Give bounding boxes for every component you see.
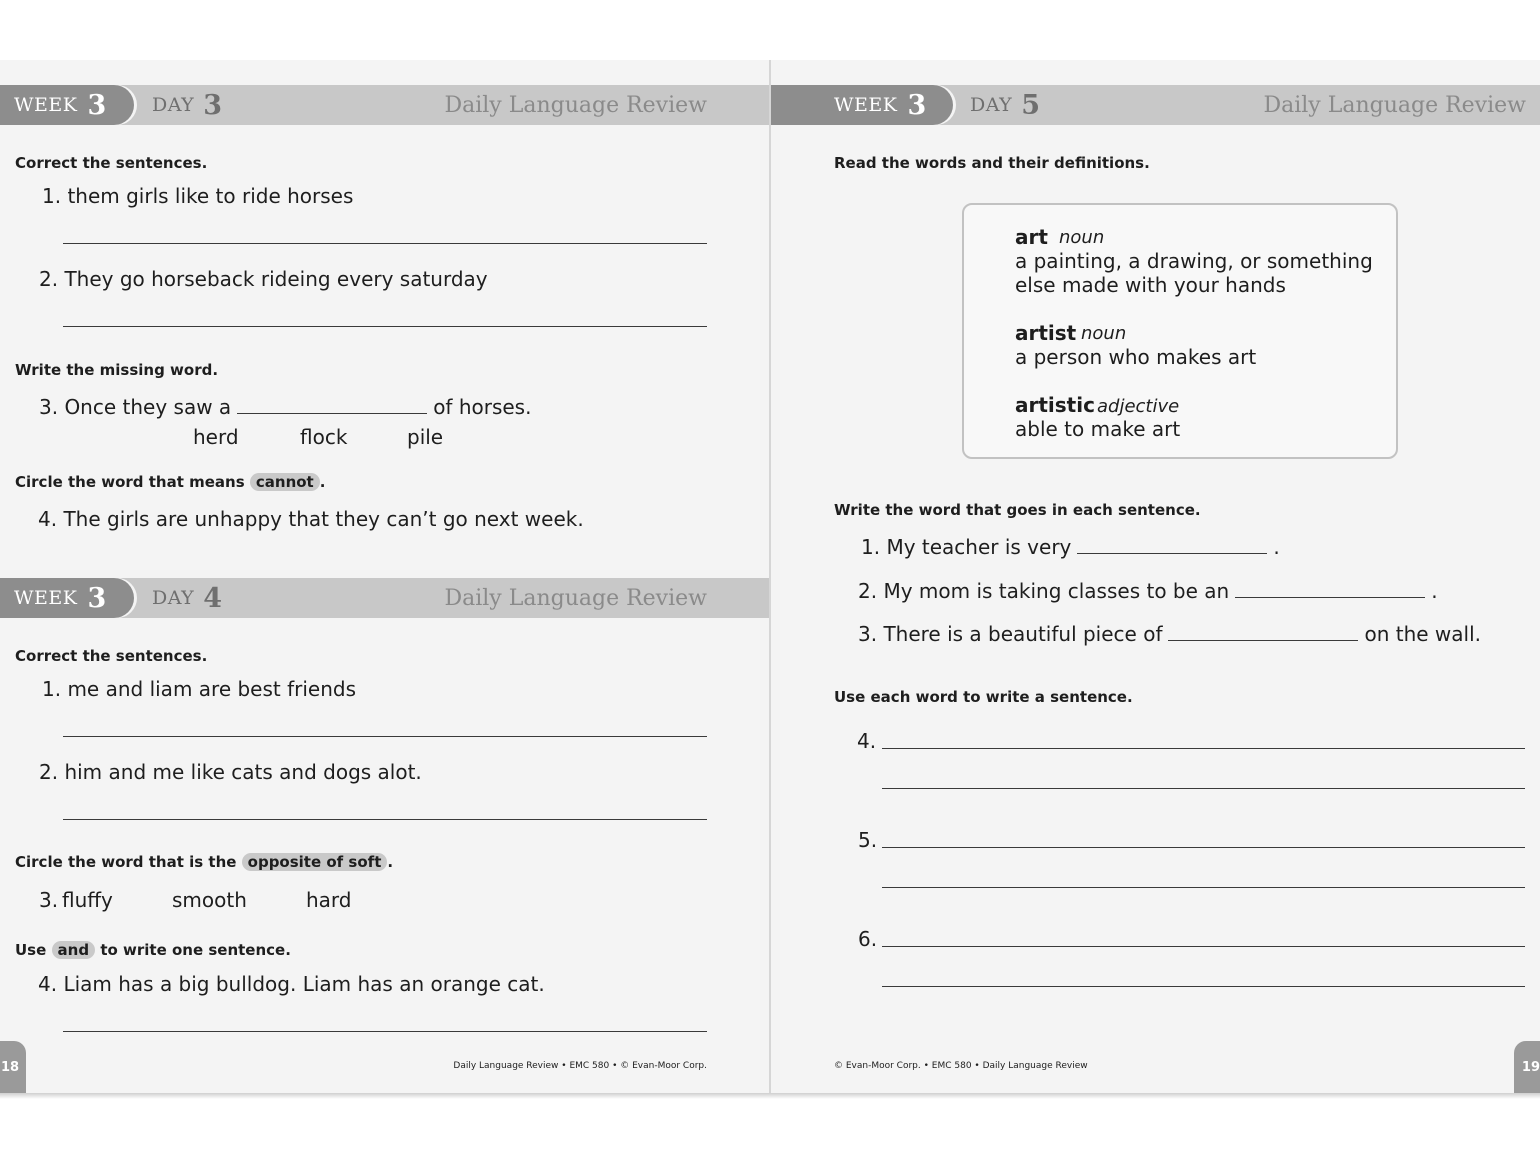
question-2: 2. They go horseback rideing every saturday xyxy=(39,267,488,291)
week-label: WEEK xyxy=(834,94,898,116)
definition-term: artist xyxy=(1015,321,1077,345)
question-3-label: 3. xyxy=(39,888,59,912)
question-3-text-end: of horses. xyxy=(433,395,532,419)
question-3 xyxy=(858,622,1481,646)
question-text-end: on the wall. xyxy=(1364,622,1482,646)
instruction-circle-cannot xyxy=(15,473,325,491)
question-1: 1. me and liam are best friends xyxy=(42,677,357,701)
instruction-correct: Correct the sentences. xyxy=(15,647,208,665)
left-page xyxy=(0,60,769,1093)
question-4-label: 4. xyxy=(857,729,877,753)
instruction-text: Use xyxy=(15,941,47,959)
fill-blank[interactable] xyxy=(237,397,427,414)
answer-line[interactable] xyxy=(882,788,1525,789)
header-title: Daily Language Review xyxy=(1263,92,1526,118)
question-5-label: 5. xyxy=(858,828,878,852)
instruction-text-end: . xyxy=(387,853,394,871)
highlight-word: opposite of soft xyxy=(242,853,388,871)
answer-line[interactable] xyxy=(63,736,707,737)
day-label: DAY xyxy=(152,94,195,116)
definition-term: art xyxy=(1015,225,1048,249)
instruction-text: Circle the word that means xyxy=(15,473,245,491)
answer-line[interactable] xyxy=(63,326,707,327)
part-of-speech: noun xyxy=(1081,323,1127,344)
day-label: DAY xyxy=(152,587,195,609)
day-tab xyxy=(970,85,1040,125)
question-1 xyxy=(861,535,1280,559)
question-2: 2. him and me like cats and dogs alot. xyxy=(39,760,422,784)
definition-text: else made with your hands xyxy=(1015,273,1286,297)
answer-line[interactable] xyxy=(63,243,707,244)
instruction-circle-opposite xyxy=(15,853,393,871)
part-of-speech: noun xyxy=(1059,227,1105,248)
week-tab xyxy=(0,578,134,618)
header-title: Daily Language Review xyxy=(444,585,707,611)
week-number: 3 xyxy=(907,89,927,121)
fill-blank[interactable] xyxy=(1235,581,1425,598)
question-2 xyxy=(858,579,1438,603)
instruction-use-and xyxy=(15,941,291,959)
definition-text: a person who makes art xyxy=(1015,345,1257,369)
instruction-missing-word: Write the missing word. xyxy=(15,361,219,379)
answer-line[interactable] xyxy=(63,1031,707,1032)
fill-blank[interactable] xyxy=(1168,624,1358,641)
fill-blank[interactable] xyxy=(1077,537,1267,554)
answer-line[interactable] xyxy=(882,986,1525,987)
question-text: 2. My mom is taking classes to be an xyxy=(858,579,1230,603)
week-number: 3 xyxy=(87,89,107,121)
answer-line[interactable] xyxy=(882,748,1525,749)
day-tab xyxy=(152,578,222,618)
word-option[interactable]: herd xyxy=(193,425,239,449)
week-label: WEEK xyxy=(14,94,78,116)
definition-text: able to make art xyxy=(1015,417,1181,441)
instruction-write-sentence: Use each word to write a sentence. xyxy=(834,688,1133,706)
answer-line[interactable] xyxy=(63,819,707,820)
definitions-box xyxy=(962,203,1398,459)
word-option[interactable]: hard xyxy=(306,888,352,912)
question-4[interactable]: 4. The girls are unhappy that they can’t go next week. xyxy=(38,507,584,531)
instruction-fill-sentence: Write the word that goes in each sentence. xyxy=(834,501,1201,519)
question-text: 3. There is a beautiful piece of xyxy=(858,622,1163,646)
question-4: 4. Liam has a big bulldog. Liam has an orange cat. xyxy=(38,972,545,996)
instruction-text-end: . xyxy=(319,473,326,491)
question-3-text: 3. Once they saw a xyxy=(39,395,232,419)
highlight-word: and xyxy=(52,941,96,959)
highlight-word: cannot xyxy=(250,473,320,491)
page-number: 18 xyxy=(0,1041,26,1093)
definition-text: a painting, a drawing, or something xyxy=(1015,249,1373,273)
day4-header xyxy=(0,578,769,618)
instruction-correct: Correct the sentences. xyxy=(15,154,208,172)
week-tab xyxy=(771,85,953,125)
footer-credit: Daily Language Review • EMC 580 • © Evan-Moor Corp. xyxy=(453,1061,707,1071)
answer-line[interactable] xyxy=(882,887,1525,888)
question-text-end: . xyxy=(1273,535,1280,559)
part-of-speech: adjective xyxy=(1097,396,1180,417)
right-page xyxy=(771,60,1540,1093)
page-number: 19 xyxy=(1514,1041,1540,1093)
day-number: 3 xyxy=(203,89,223,121)
day-label: DAY xyxy=(970,94,1013,116)
definition-term: artistic xyxy=(1015,393,1095,417)
day-number: 4 xyxy=(203,582,223,614)
word-option[interactable]: fluffy xyxy=(62,888,113,912)
answer-line[interactable] xyxy=(882,946,1525,947)
question-text-end: . xyxy=(1431,579,1438,603)
word-option[interactable]: flock xyxy=(300,425,348,449)
question-6-label: 6. xyxy=(858,927,878,951)
day-tab xyxy=(152,85,222,125)
week-number: 3 xyxy=(87,582,107,614)
word-option[interactable]: pile xyxy=(407,425,444,449)
answer-line[interactable] xyxy=(882,847,1525,848)
instruction-text-end: to write one sentence. xyxy=(100,941,291,959)
header-title: Daily Language Review xyxy=(444,92,707,118)
instruction-definitions: Read the words and their definitions. xyxy=(834,154,1150,172)
week-label: WEEK xyxy=(14,587,78,609)
question-1: 1. them girls like to ride horses xyxy=(42,184,354,208)
question-3 xyxy=(39,395,531,419)
page-shadow xyxy=(0,1093,1540,1099)
week-tab xyxy=(0,85,134,125)
footer-credit: © Evan-Moor Corp. • EMC 580 • Daily Language Review xyxy=(834,1061,1088,1071)
question-text: 1. My teacher is very xyxy=(861,535,1072,559)
day3-header xyxy=(0,85,769,125)
day5-header xyxy=(771,85,1540,125)
word-option[interactable]: smooth xyxy=(172,888,247,912)
day-number: 5 xyxy=(1021,89,1041,121)
instruction-text: Circle the word that is the xyxy=(15,853,237,871)
